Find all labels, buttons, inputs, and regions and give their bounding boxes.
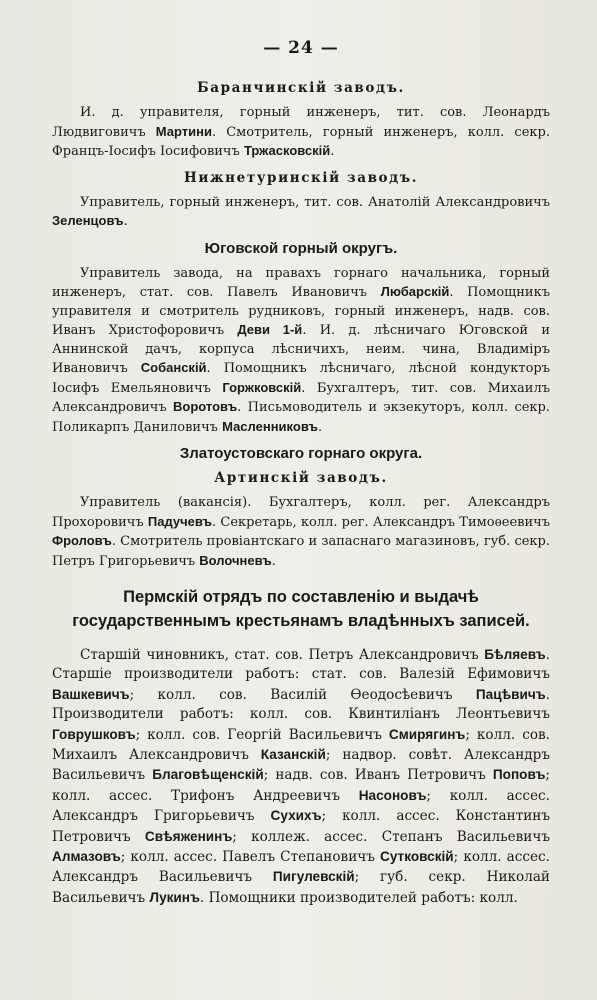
text-run: . Смотритель, горный инженеръ, колл. секр. Францъ-Іосифъ Іосифовичъ (52, 124, 550, 159)
personal-name: Воротовъ (173, 399, 238, 414)
personal-name: Пацѣвичъ (475, 686, 546, 702)
personal-name: Деви 1-й (237, 322, 303, 337)
personal-name: Сухихъ (270, 808, 322, 824)
text-run: ; колл. сов. Василій Ѳеодосѣевичъ (129, 686, 476, 703)
page-number: — 24 — (263, 38, 339, 58)
text-run: . (271, 553, 276, 569)
personal-name: Сутковскій (380, 849, 454, 865)
text-run: Управитель (вакансія). Бухгалтеръ, колл. рег. Александръ Прохоровичъ (52, 495, 550, 530)
paragraph-perm-detachment (52, 645, 550, 908)
personal-name: Волочневъ (199, 552, 272, 568)
text-run: . Производители работъ: колл. сов. Квинтиліанъ Леонтьевичъ (52, 686, 550, 723)
personal-name: Зеленцовъ (52, 213, 124, 228)
text-run: ; надвор. совѣт. Александръ Васильевичъ (52, 747, 550, 784)
personal-name: Поповъ (492, 767, 546, 783)
personal-name: Бѣляевъ (484, 647, 546, 662)
heading-nizhneturinsky-works: Нижнетуринскій заводъ. (183, 169, 419, 186)
personal-name: Говрушковъ (52, 726, 136, 742)
heading-perm-detachment: Пермскій отрядъ по составленію и выдачѣ государственнымъ крестьянамъ владѣнныхъ записей. (72, 588, 530, 630)
heading-baranchinsky-works: Баранчинскій заводъ. (197, 80, 405, 96)
personal-name: Масленниковъ (222, 418, 318, 434)
text-run: ; колл. сов. Михаилъ Александровичъ (52, 726, 550, 764)
paragraph-nizhneturinsky (52, 194, 550, 232)
text-run: . Помощникъ управителя и смотритель рудниковъ, горный инженеръ, надв. сов. Иванъ Христофоровичъ (52, 285, 550, 338)
personal-name: Благовѣщенскій (152, 767, 264, 783)
text-run: Управитель, горный инженеръ, тит. сов. Анатолій Александровичъ (80, 194, 550, 210)
text-run: . Бухгалтеръ, тит. сов. Михаилъ Александровичъ (52, 380, 550, 415)
heading-artinsky-works: Артинскій заводъ. (214, 470, 388, 486)
personal-name: Фроловъ (52, 533, 112, 548)
text-run: . Письмоводитель и экзекуторъ, колл. секр. Поликарпъ Даниловичъ (52, 400, 550, 435)
paragraph-yugovskoy (52, 265, 550, 438)
paragraph-baranchinsky (52, 104, 550, 162)
personal-name: Мартини (155, 123, 212, 139)
personal-name: Горжковскій (222, 379, 302, 395)
personal-name: Алмазовъ (52, 849, 121, 865)
personal-name: Смирягинъ (388, 726, 466, 742)
text-run: Старшій чиновникъ, стат. сов. Петръ Александровичъ (80, 647, 485, 663)
text-run: ; коллеж. ассес. Степанъ Васильевичъ (232, 828, 550, 845)
text-run: . Старшіе производители работъ: стат. сов. Валезій Ефимовичъ (52, 647, 550, 683)
text-run: ; колл. ассес. Александръ Григорьевичъ (52, 787, 550, 825)
text-run: . Помощники производителей работъ: колл. (199, 889, 518, 906)
text-run: ; колл. ассес. Павелъ Степановичъ (120, 849, 380, 866)
text-run: ; колл. ассес. Александръ Васильевичъ (52, 849, 550, 886)
text-run: . Секретарь, колл. рег. Александръ Тимоѳеевичъ (212, 514, 550, 530)
heading-zlatoust-district: Златоустовскаго горнаго округа. (179, 445, 423, 462)
text-run: . Помощникъ лѣсничаго, лѣсной кондукторъ Іосифъ Емельяновичъ (52, 361, 550, 396)
text-run: ; колл. ассес. Трифонъ Андреевичъ (52, 767, 550, 804)
personal-name: Насоновъ (358, 787, 427, 803)
text-run: ; колл. ассес. Константинъ Петровичъ (52, 808, 550, 845)
personal-name: Падучевъ (147, 513, 213, 529)
paragraph-artinsky (52, 494, 550, 571)
personal-name: Собанскій (140, 360, 207, 375)
text-run: . (330, 144, 335, 159)
text-run: . (317, 419, 323, 435)
text-run: . Смотритель провіантскаго и запаснаго магазиновъ, губ. секр. Петръ Григорьевичъ (52, 534, 550, 569)
text-run: . (123, 214, 128, 229)
text-run: ; колл. сов. Георгій Васильевичъ (135, 726, 389, 743)
text-run: . И. д. лѣсничаго Юговской и Аннинской дачъ, корпуса лѣсничихъ, неим. чина, Владиміръ Ивановичъ (52, 323, 551, 376)
personal-name: Казанскій (260, 747, 326, 763)
text-run: Управитель завода, на правахъ горнаго начальника, горный инженеръ, стат. сов. Павелъ Ивановичъ (52, 265, 550, 300)
heading-yugovskoy-district: Юговской горный округъ. (204, 239, 398, 257)
personal-name: Пигулевскій (272, 869, 355, 885)
personal-name: Тржасковскій (243, 143, 331, 158)
personal-name: Лукинъ (149, 889, 200, 905)
text-run: ; надв. сов. Иванъ Петровичъ (263, 767, 493, 784)
personal-name: Любарскій (380, 284, 450, 299)
personal-name: Вашкевичъ (52, 686, 130, 702)
text-run: ; губ. секр. Николай Васильевичъ (52, 869, 550, 906)
text-run: И. д. управителя, горный инженеръ, тит. сов. Леонардъ Людвиговичъ (52, 105, 550, 140)
personal-name: Свѣяженинъ (144, 828, 233, 844)
